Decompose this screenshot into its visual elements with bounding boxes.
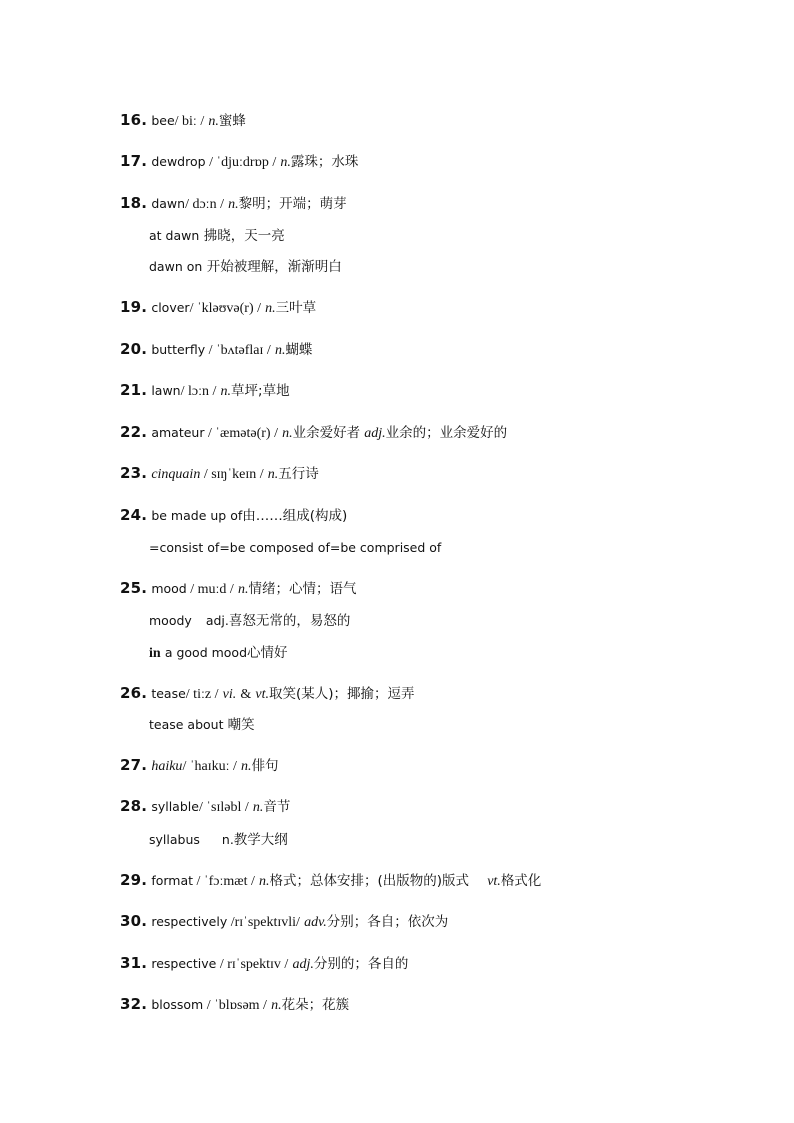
definition: 花朵；花簇 [281,997,350,1013]
entry-number: 26. [120,684,148,702]
part-of-speech: adj. [292,957,314,972]
entry-number: 19. [120,298,148,316]
entry-blossom [120,995,349,1013]
entry-dewdrop [120,152,358,170]
phonetic: / ˈbʌtəflaɪ / [205,343,271,358]
entry-syllable [120,797,290,815]
entry-dawn [120,194,347,212]
entry-haiku [120,756,279,774]
entry-clover [120,298,316,316]
phrase-meaning: 拂晓，天一亮 [203,228,285,244]
part-of-speech: n. [259,874,270,889]
definition: 分别的；各自的 [313,956,409,972]
derivative-meaning: 喜怒无常的，易怒的 [228,613,351,629]
phrase-preposition: in [149,646,161,661]
part-of-speech: n. [280,155,291,170]
part-of-speech: n. [208,114,219,129]
headword: lawn [151,383,181,398]
headword: be made up of [151,508,243,523]
phrase-at-dawn [149,227,285,245]
entry-cinquain [120,464,319,482]
entry-number: 28. [120,797,148,815]
definition: 草坪;草地 [231,383,290,399]
phrase-english: dawn on [149,259,203,274]
entry-respectively [120,912,448,930]
part-of-speech-2: vt. [487,874,501,889]
headword: blossom [151,997,204,1012]
definition: 三叶草 [275,300,317,316]
entry-respective [120,954,408,972]
definition: 音节 [263,799,291,815]
phrase-dawn-on [149,258,342,276]
headword: dawn [151,196,186,211]
phonetic: / muːd / [186,582,234,597]
definition: 俳句 [251,758,279,774]
phonetic: / ˈhaɪkuː / [182,759,237,774]
part-of-speech: n. [267,467,279,482]
phrase-english: tease about [149,717,224,732]
phrase-in-a-good-mood [149,644,288,662]
entry-be-made-up-of [120,506,347,524]
definition: 蝴蝶 [285,342,313,358]
part-of-speech: n. [220,384,232,399]
derivative-pos: n. [221,832,234,847]
entry-number: 22. [120,423,148,441]
headword: mood [151,581,187,596]
definition: 分别；各自；依次为 [326,914,449,930]
headword: dewdrop [151,154,206,169]
part-of-speech: n. [241,759,252,774]
entry-number: 32. [120,995,148,1013]
phonetic: / tiːz / [185,687,219,702]
derivative-syllabus [149,831,288,849]
entry-number: 24. [120,506,148,524]
derivative-word: moody [149,613,192,628]
entry-number: 29. [120,871,148,889]
entry-tease [120,684,415,702]
headword: butterfly [151,342,206,357]
headword: clover [151,300,190,315]
entry-bee [120,111,246,129]
phonetic: / ˈblɒsəm / [203,998,267,1013]
entry-number: 31. [120,954,148,972]
part-of-speech: n. [252,800,264,815]
headword: tease [151,686,186,701]
entry-amateur [120,423,507,441]
definition: 由……组成(构成) [242,508,348,524]
definition-2: 格式化 [500,873,542,889]
part-of-speech: n. [274,343,286,358]
phonetic: / ˈæmətə(r) / [204,426,278,441]
entry-lawn [120,381,290,399]
part-of-speech: n. [237,582,249,597]
phonetic: / ˈkləʊvə(r) / [189,301,261,316]
phonetic: / biː / [174,114,205,129]
phonetic: / dɔːn / [185,197,224,212]
phonetic: / ˈfɔːmæt / [193,874,255,889]
derivative-pos: adj. [205,613,229,628]
headword: bee [151,113,175,128]
headword: amateur [151,425,205,440]
phonetic: /rɪˈspektɪvli/ [227,915,300,930]
headword: respective [151,956,217,971]
definition: 业余爱好者 [292,425,361,441]
entry-number: 16. [120,111,148,129]
derivative-word: syllabus [149,832,200,847]
phonetic: / lɔːn / [180,384,217,399]
derivative-moody [149,612,350,630]
phrase-meaning: 嘲笑 [227,717,255,733]
definition-2: 业余的；业余爱好的 [385,425,508,441]
phrase-tease-about [149,716,255,734]
part-of-speech-2: vt. [255,687,269,702]
phonetic: / rɪˈspektɪv / [216,957,289,972]
phrase-meaning: 心情好 [247,645,288,661]
part-of-speech-2: adj. [364,426,386,441]
synonyms: =consist of=be composed of=be comprised of [149,540,442,555]
entry-number: 23. [120,464,148,482]
phonetic: / ˈdjuːdrɒp / [205,155,277,170]
ampersand: & [240,687,252,702]
definition: 情绪；心情；语气 [248,581,357,597]
entry-format [120,871,541,889]
definition: 格式；总体安排；(出版物的)版式 [269,873,470,889]
entry-number: 20. [120,340,148,358]
definition: 黎明；开端；萌芽 [238,196,347,212]
phrase-english: a good mood [164,645,248,660]
entry-number: 27. [120,756,148,774]
entry-number: 21. [120,381,148,399]
entry-number: 30. [120,912,148,930]
part-of-speech: n. [282,426,293,441]
headword: haiku [151,759,183,774]
phrase-english: at dawn [149,228,200,243]
definition: 蜜蜂 [218,113,246,129]
headword: cinquain [151,467,201,482]
entry-number: 18. [120,194,148,212]
part-of-speech: adv. [304,915,327,930]
definition: 取笑(某人)；揶揄；逗弄 [269,686,415,702]
part-of-speech: n. [265,301,276,316]
part-of-speech: n. [228,197,239,212]
entry-butterfly [120,340,312,358]
phonetic: / ˈsɪləbl / [198,800,249,815]
definition: 五行诗 [278,466,319,482]
part-of-speech: n. [271,998,282,1013]
derivative-meaning: 教学大纲 [233,832,288,848]
synonyms-line [149,539,441,557]
phonetic: / sɪŋˈkeɪn / [200,467,264,482]
entry-mood [120,579,356,597]
headword: respectively [151,914,228,929]
entry-number: 17. [120,152,148,170]
headword: format [151,873,194,888]
entry-number: 25. [120,579,148,597]
part-of-speech: vi. [222,687,237,702]
headword: syllable [151,799,199,814]
phrase-meaning: 开始被理解，渐渐明白 [206,259,342,275]
definition: 露珠；水珠 [290,154,359,170]
